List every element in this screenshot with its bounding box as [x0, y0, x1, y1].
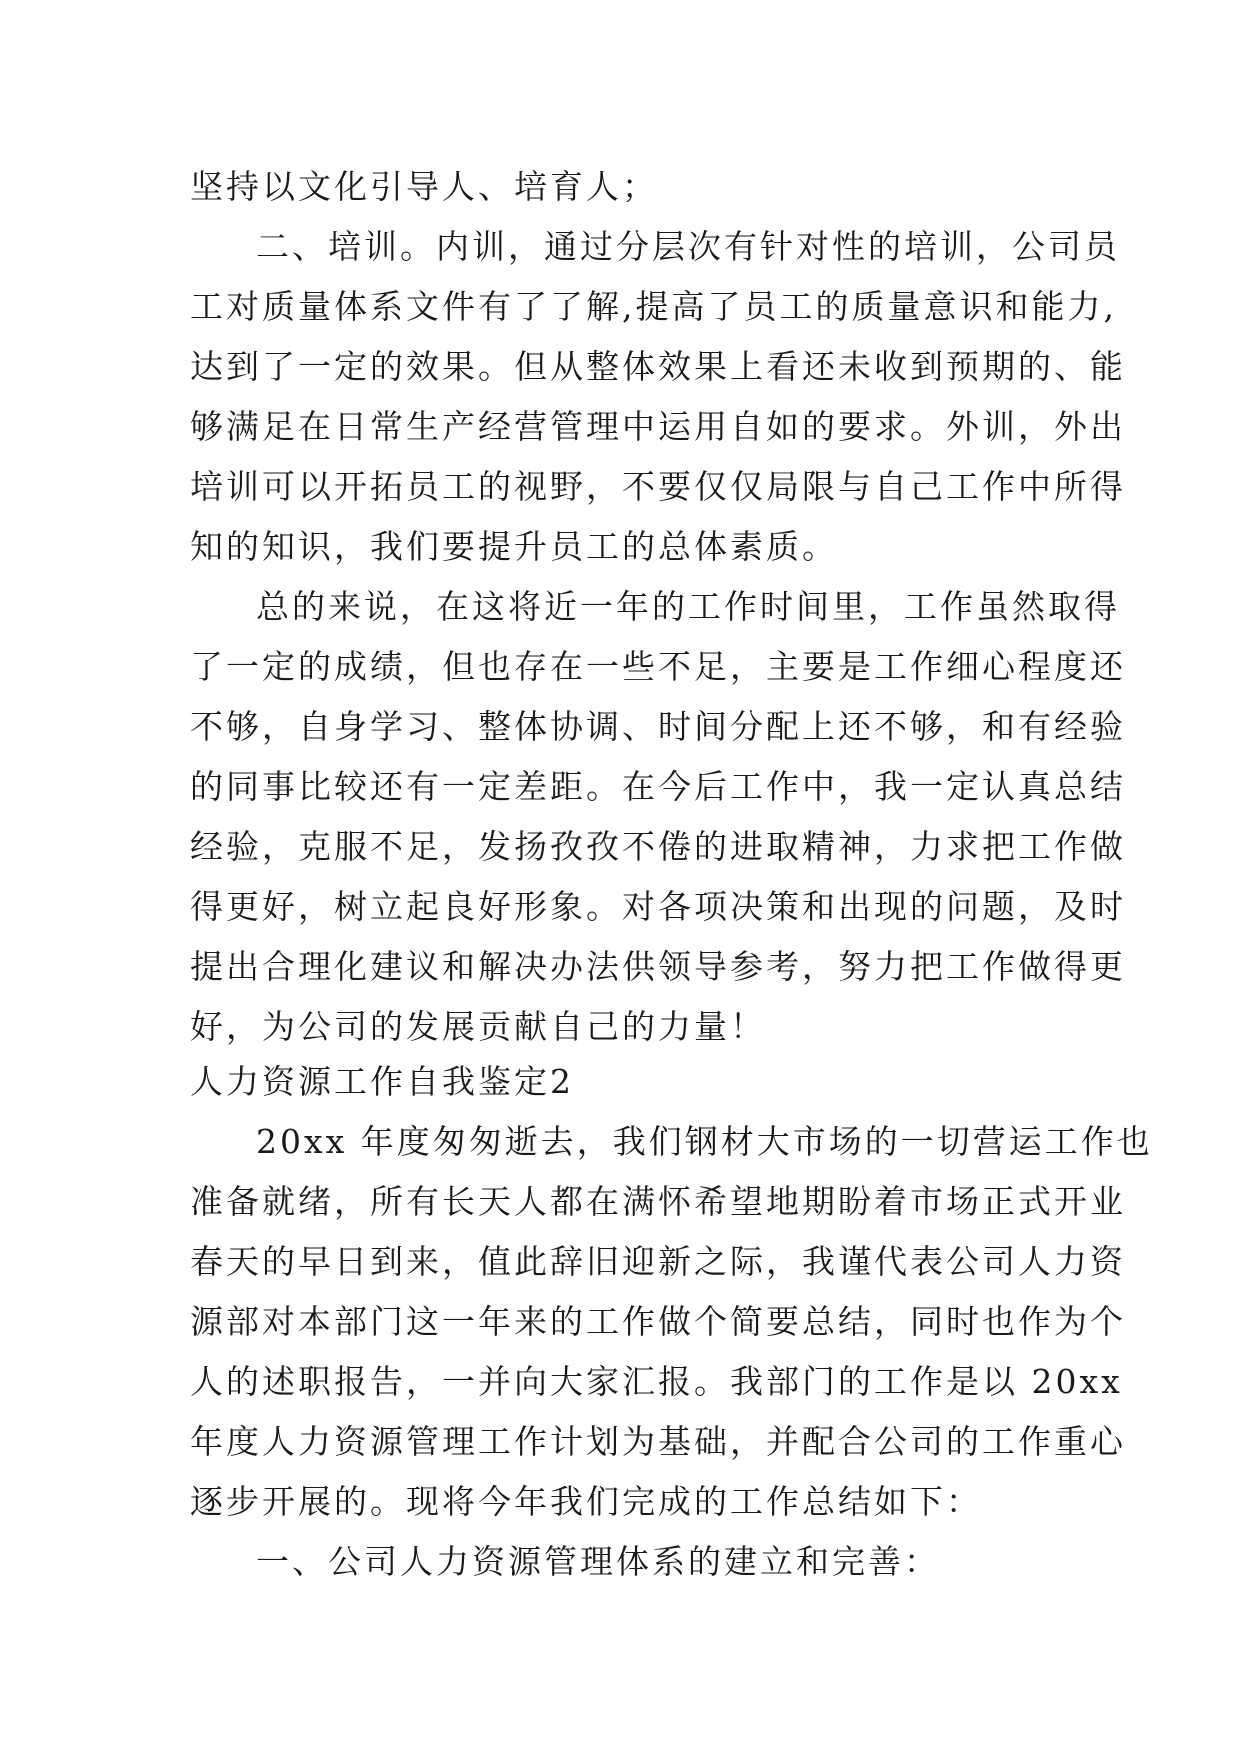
- text-line: 春天的早日到来，值此辞旧迎新之际，我谨代表公司人力资: [190, 1242, 1126, 1281]
- text-line: 得更好，树立起良好形象。对各项决策和出现的问题，及时: [190, 887, 1126, 926]
- text-line: 年度人力资源管理工作计划为基础，并配合公司的工作重心: [190, 1422, 1126, 1461]
- paragraph-start-training: 二、培训。内训，通过分层次有针对性的培训，公司员: [256, 227, 1120, 266]
- text-line: 的同事比较还有一定差距。在今后工作中，我一定认真总结: [190, 767, 1126, 806]
- text-line: 人的述职报告，一并向大家汇报。我部门的工作是以 20xx: [190, 1362, 1123, 1401]
- text-line: 了一定的成绩，但也存在一些不足，主要是工作细心程度还: [190, 647, 1126, 686]
- text-line: 逐步开展的。现将今年我们完成的工作总结如下：: [190, 1482, 982, 1521]
- section-heading: 人力资源工作自我鉴定2: [190, 1062, 574, 1101]
- text-line: 源部对本部门这一年来的工作做个简要总结，同时也作为个: [190, 1302, 1126, 1341]
- paragraph-start-intro: 20xx 年度匆匆逝去，我们钢材大市场的一切营运工作也: [256, 1122, 1153, 1161]
- subsection-heading: 一、公司人力资源管理体系的建立和完善：: [256, 1542, 940, 1581]
- text-line: 不够，自身学习、整体协调、时间分配上还不够，和有经验: [190, 707, 1126, 746]
- text-line: 够满足在日常生产经营管理中运用自如的要求。外训，外出: [190, 407, 1126, 446]
- text-line: 坚持以文化引导人、培育人；: [190, 167, 658, 206]
- text-line: 工对质量体系文件有了了解,提高了员工的质量意识和能力,: [190, 287, 1117, 326]
- text-line: 培训可以开拓员工的视野，不要仅仅局限与自己工作中所得: [190, 467, 1126, 506]
- text-line: 提出合理化建议和解决办法供领导参考，努力把工作做得更: [190, 947, 1126, 986]
- text-line: 准备就绪，所有长天人都在满怀希望地期盼着市场正式开业: [190, 1182, 1126, 1221]
- paragraph-start-summary: 总的来说，在这将近一年的工作时间里，工作虽然取得: [256, 587, 1120, 626]
- text-line: 知的知识，我们要提升员工的总体素质。: [190, 527, 838, 566]
- text-line: 经验，克服不足，发扬孜孜不倦的进取精神，力求把工作做: [190, 827, 1126, 866]
- text-line: 达到了一定的效果。但从整体效果上看还未收到预期的、能: [190, 347, 1126, 386]
- text-line: 好，为公司的发展贡献自己的力量！: [190, 1007, 766, 1046]
